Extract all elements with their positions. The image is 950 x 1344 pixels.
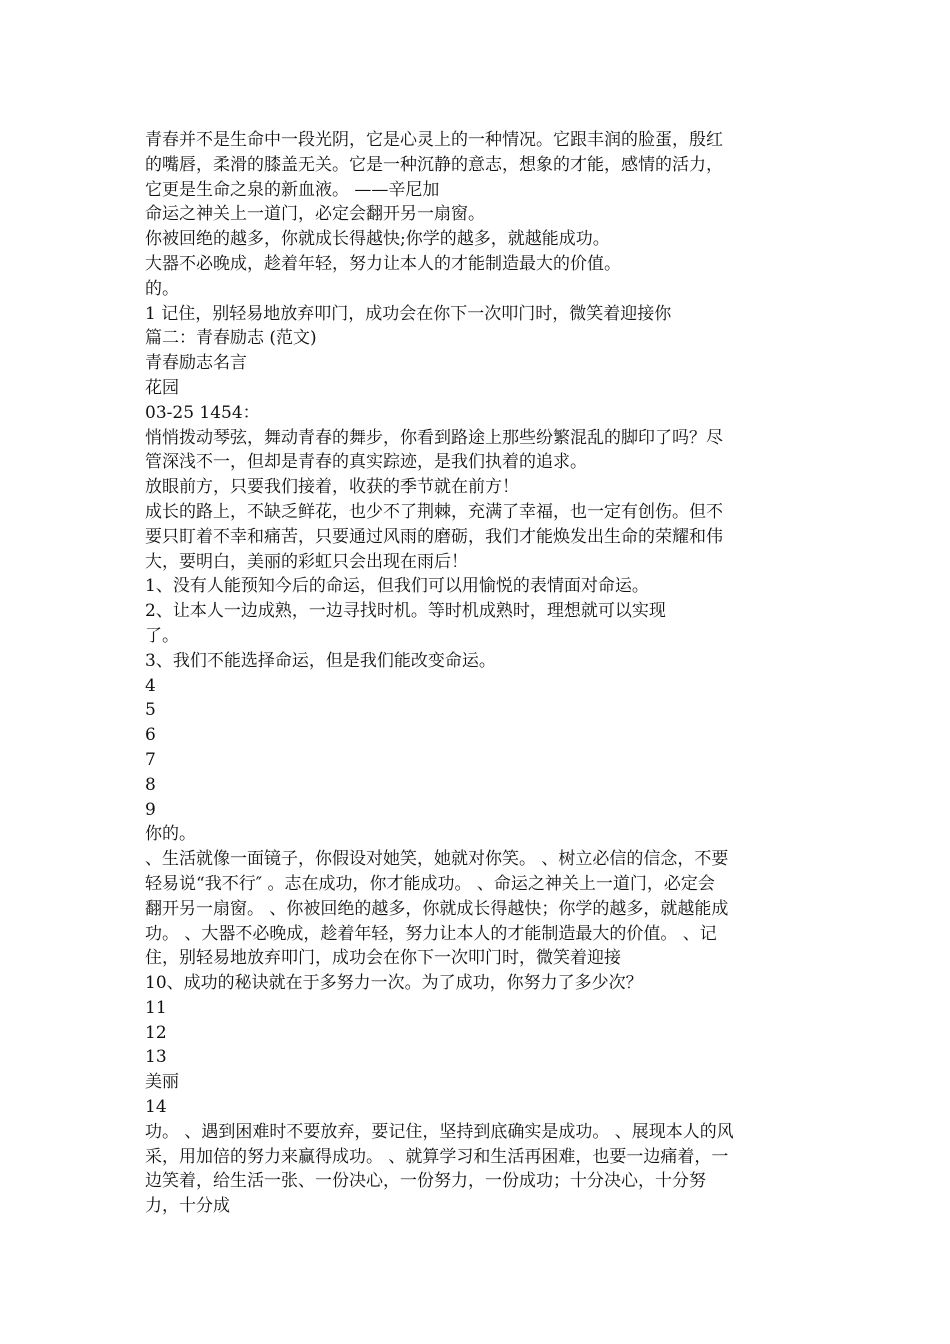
text-line: 住，别轻易地放弃叩门，成功会在你下一次叩门时，微笑着迎接 bbox=[145, 948, 621, 969]
list-number: 12 bbox=[145, 1022, 167, 1043]
text-line: 力，十分成 bbox=[145, 1196, 230, 1217]
list-number: 4 bbox=[145, 675, 156, 696]
list-number: 14 bbox=[145, 1097, 167, 1118]
list-item: 3、我们不能选择命运，但是我们能改变命运。 bbox=[145, 650, 496, 671]
text-line: 放眼前方，只要我们接着，收获的季节就在前方！ bbox=[145, 477, 519, 498]
text-line: 你被回绝的越多，你就成长得越快;你学的越多，就越能成功。 bbox=[145, 229, 610, 250]
text-line: 青春并不是生命中一段光阴，它是心灵上的一种情况。它跟丰润的脸蛋，殷红 bbox=[145, 130, 723, 150]
text-line: 、生活就像一面镜子，你假设对她笑，她就对你笑。 、树立必信的信念，不要 bbox=[145, 849, 729, 870]
text-line: 采，用加倍的努力来赢得成功。 、就算学习和生活再困难，也要一边痛着，一 bbox=[145, 1146, 729, 1167]
list-number: 9 bbox=[145, 799, 156, 820]
text-line: 轻易说“我不行″ 。志在成功，你才能成功。 、命运之神关上一道门，必定会 bbox=[145, 873, 715, 894]
text-line: 功。 、遇到困难时不要放弃，要记住，坚持到底确实是成功。 、展现本人的风 bbox=[145, 1121, 734, 1142]
list-number: 7 bbox=[145, 749, 156, 770]
text-line: 它更是生命之泉的新血液。 ——辛尼加 bbox=[145, 179, 440, 200]
text-line: 大器不必晚成，趁着年轻，努力让本人的才能制造最大的价值。 bbox=[145, 253, 621, 274]
document-page bbox=[145, 128, 810, 1219]
list-item: 2、让本人一边成熟，一边寻找时机。等时机成熟时，理想就可以实现 bbox=[145, 601, 666, 622]
list-number: 6 bbox=[145, 725, 156, 746]
list-number: 5 bbox=[145, 700, 156, 721]
section-heading: 篇二：青春励志 (范文) bbox=[145, 328, 317, 349]
text-line: 1 记住，别轻易地放弃叩门，成功会在你下一次叩门时，微笑着迎接你 bbox=[145, 303, 672, 324]
text-line: 花园 bbox=[145, 377, 179, 398]
text-line: 命运之神关上一道门，必定会翻开另一扇窗。 bbox=[145, 204, 485, 225]
list-number: 11 bbox=[145, 997, 167, 1018]
text-line: 要只盯着不幸和痛苦，只要通过风雨的磨砺，我们才能焕发出生命的荣耀和伟 bbox=[145, 526, 723, 547]
text-line: 悄悄拨动琴弦，舞动青春的舞步，你看到路途上那些纷繁混乱的脚印了吗？尽 bbox=[145, 427, 723, 448]
text-line: 大，要明白，美丽的彩虹只会出现在雨后！ bbox=[145, 551, 468, 572]
text-line: 了。 bbox=[145, 625, 179, 646]
text-line: 成长的路上，不缺乏鲜花，也少不了荆棘，充满了幸福，也一定有创伤。但不 bbox=[145, 501, 723, 522]
list-number: 13 bbox=[145, 1047, 167, 1068]
text-line: 功。 、大器不必晚成，趁着年轻，努力让本人的才能制造最大的价值。 、记 bbox=[145, 923, 717, 944]
text-line: 边笑着，给生活一张、一份决心，一份努力，一份成功；十分决心，十分努 bbox=[145, 1171, 706, 1192]
text-line: 管深浅不一，但却是青春的真实踪迹，是我们执着的追求。 bbox=[145, 452, 587, 473]
list-number: 8 bbox=[145, 774, 156, 795]
text-line: 翻开另一扇窗。 、你被回绝的越多，你就成长得越快；你学的越多，就越能成 bbox=[145, 898, 729, 919]
text-line: 你的。 bbox=[145, 824, 196, 845]
text-line: 青春励志名言 bbox=[145, 353, 247, 374]
text-line: 美丽 bbox=[145, 1072, 179, 1093]
list-item: 10、成功的秘诀就在于多努力一次。为了成功，你努力了多少次？ bbox=[145, 973, 643, 994]
list-item: 1、没有人能预知今后的命运，但我们可以用愉悦的表情面对命运。 bbox=[145, 576, 649, 597]
date-line: 03-25 1454： bbox=[145, 402, 260, 423]
text-line: 的。 bbox=[145, 278, 179, 299]
text-line: 的嘴唇，柔滑的膝盖无关。它是一种沉静的意志，想象的才能，感情的活力， bbox=[145, 154, 723, 175]
